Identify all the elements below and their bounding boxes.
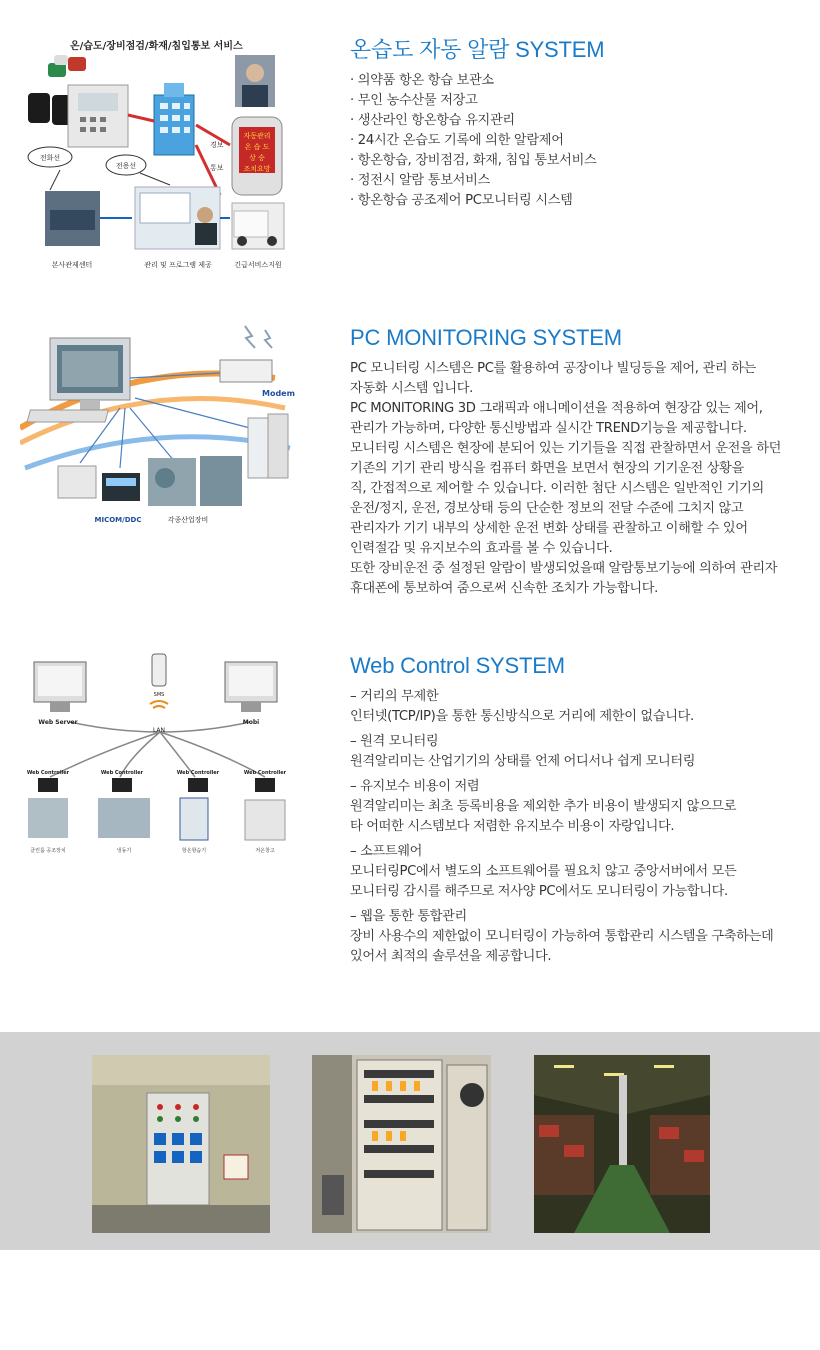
printer-icon: [58, 466, 96, 498]
keyboard-icon: [27, 410, 108, 422]
web-controller-label: Web Controller: [100, 770, 144, 776]
feature-heading: – 거리의 무제한: [350, 689, 439, 704]
phone-line: 온 습 도: [244, 143, 270, 151]
open-cabinet-photo: [312, 1055, 491, 1233]
warehouse-photo: [534, 1055, 710, 1233]
modem-label: Modem: [262, 389, 295, 398]
pc-monitoring-text: [350, 325, 810, 599]
list-item: · 정전시 알람 통보서비스: [350, 173, 490, 188]
feature-item: [350, 732, 810, 772]
chiller-icon: [98, 798, 150, 838]
web-server-label: Web Server: [38, 719, 78, 726]
svg-text:전화선: 전화선: [39, 154, 61, 162]
paragraph-line: 자동화 시스템 입니다.: [350, 381, 474, 396]
section-pc-monitoring: [0, 310, 820, 630]
phone-line: 자동관리: [243, 132, 271, 140]
control-panel-photo: [92, 1055, 270, 1233]
thermo-hygrostat-icon: [180, 798, 208, 840]
sensor-icon: [68, 57, 86, 71]
feature-list: [350, 71, 810, 211]
diagram-heading: 온/습도/장비점검/화재/침입통보 서비스: [70, 41, 243, 52]
equipment-caption: 클린룸 공조장치: [30, 848, 66, 854]
feature-item: [350, 842, 810, 902]
paragraph-line: 운전/정지, 운전, 경보상태 등의 단순한 정보의 전달 수준에 그치지 않고: [350, 501, 744, 516]
caption-emergency: 긴급서비스지원: [234, 261, 282, 269]
description-paragraph: [350, 359, 810, 599]
micom-ddc-icon: [102, 473, 140, 501]
caption-software: 관리 및 프로그램 제공: [144, 261, 212, 269]
web-controller-label: Web Controller: [243, 770, 287, 776]
web-control-diagram: [20, 652, 295, 857]
wifi-signal-icon: [150, 701, 168, 708]
section-web-control: [0, 640, 820, 980]
industrial-equipment-icon: [200, 456, 242, 506]
list-item: · 항온항습 공조제어 PC모니터링 시스템: [350, 193, 573, 208]
feature-heading: – 소프트웨어: [350, 844, 423, 859]
pc-monitoring-diagram: [20, 318, 295, 528]
cabinet-icon: [248, 418, 268, 478]
sms-phone-icon: [152, 654, 166, 686]
list-item: · 의약품 항온 항습 보관소: [350, 73, 494, 88]
feature-heading: – 웹을 통한 통합관리: [350, 909, 467, 924]
paragraph-line: 모니터링 시스템은 현장에 분되어 있는 기기들을 직접 관찰하면서 운전을 하던: [350, 441, 782, 456]
humidity-alarm-diagram-svg: [20, 35, 295, 275]
paragraph-line: 또한 장비운전 중 설정된 알람이 발생되었을때 알람통보기능에 의하여 관리자: [350, 561, 778, 576]
controller-box-icon: [38, 778, 58, 792]
sensor-icon: [48, 63, 66, 77]
web-control-diagram-svg: [20, 652, 295, 857]
phone-line: 조치요망: [243, 165, 271, 173]
feature-heading: – 원격 모니터링: [350, 734, 439, 749]
paragraph-line: 휴대폰에 통보하여 줌으로써 신속한 조치가 가능합니다.: [350, 581, 658, 596]
feature-line: 모니터링PC에서 별도의 소프트웨어를 필요치 않고 중앙서버에서 모든: [350, 864, 737, 879]
controller-box-icon: [255, 778, 275, 792]
feature-line: 타 어떠한 시스템보다 저렴한 유지보수 비용이 자랑입니다.: [350, 819, 675, 834]
feature-heading: – 유지보수 비용이 저렴: [350, 779, 480, 794]
equipment-caption: 항온항습기: [181, 848, 207, 854]
web-controller-label: Web Controller: [26, 770, 70, 776]
equipment-label: 각종산업장비: [167, 516, 209, 524]
paragraph-line: 관리가 가능하며, 다양한 통신방법과 실시간 TREND기능을 제공합니다.: [350, 421, 747, 436]
feature-line: 원격알리미는 최초 등록비용을 제외한 추가 비용이 발생되지 않으므로: [350, 799, 737, 814]
feature-line: 있어서 최적의 솔루션을 제공합니다.: [350, 949, 552, 964]
sms-label: SMS: [153, 692, 165, 698]
list-item: · 항온항습, 장비점검, 화재, 침입 통보서비스: [350, 153, 597, 168]
paragraph-line: 관리자가 기기 내부의 상세한 운전 변화 상태를 관찰하고 이해할 수 있어: [350, 521, 748, 536]
section-title: 온습도 자동 알람 SYSTEM: [350, 37, 605, 62]
paragraph-line: 인력절감 및 유지보수의 효과를 볼 수 있습니다.: [350, 541, 613, 556]
feature-line: 모니터링 감시를 해주므로 저사양 PC에서도 모니터링이 가능합니다.: [350, 884, 728, 899]
svg-text:전용선: 전용선: [115, 162, 137, 170]
paragraph-line: 직, 간접적으로 제어할 수 있습니다. 이러한 첨단 시스템은 일반적인 기기의: [350, 481, 764, 496]
lan-label: LAN: [152, 727, 166, 734]
caption-control-center: 본사관제센터: [51, 261, 93, 269]
motion-sensor-icon: [28, 93, 50, 123]
list-item: · 생산라인 항온항습 유지관리: [350, 113, 515, 128]
clean-room-unit-icon: [28, 798, 68, 838]
feature-item: [350, 907, 810, 967]
section-title: PC MONITORING SYSTEM: [350, 325, 622, 350]
section-title: Web Control SYSTEM: [350, 653, 565, 678]
web-control-text: [350, 653, 810, 972]
sensor-icon: [54, 55, 68, 65]
feature-line: 원격알리미는 산업기기의 상태를 언제 어디서나 쉽게 모니터링: [350, 754, 696, 769]
paragraph-line: PC MONITORING 3D 그래픽과 애니메이션을 적용하여 현장감 있는 제어,: [350, 401, 763, 416]
web-controller-label: Web Controller: [176, 770, 220, 776]
controller-box-icon: [188, 778, 208, 792]
notify-label: 통보: [210, 164, 224, 172]
paragraph-line: 기존의 기기 관리 방식을 컴퓨터 화면을 보면서 현장의 기기운전 상황을: [350, 461, 744, 476]
mobi-label: Mobi: [242, 719, 260, 726]
feature-line: 장비 사용수의 제한없이 모니터링이 가능하여 통합관리 시스템을 구축하는데: [350, 929, 774, 944]
list-item: · 24시간 온습도 기록에 의한 알람제어: [350, 133, 564, 148]
feature-item: [350, 777, 810, 837]
humidity-alarm-diagram: [20, 35, 295, 275]
equipment-caption: 저온창고: [255, 848, 275, 854]
controller-box-icon: [112, 778, 132, 792]
phone-line: 상 승: [249, 154, 265, 162]
cold-storage-icon: [245, 800, 285, 840]
list-item: · 무인 농수산물 저장고: [350, 93, 478, 108]
humidity-alarm-text: [350, 37, 810, 211]
section-humidity-alarm: [0, 0, 820, 300]
micom-label: MICOM/DDC: [94, 516, 142, 524]
pc-monitoring-diagram-svg: [20, 318, 295, 528]
paragraph-line: PC 모니터링 시스템은 PC를 활용하여 공장이나 빌딩등을 제어, 관리 하는: [350, 361, 756, 376]
equipment-caption: 냉동기: [116, 848, 132, 854]
feature-line: 인터넷(TCP/IP)을 통한 통신방식으로 거리에 제한이 없습니다.: [350, 709, 694, 724]
alarm-label: 경보: [210, 141, 224, 149]
cabinet-icon: [268, 414, 288, 478]
feature-item: [350, 687, 810, 727]
modem-icon: [220, 360, 272, 382]
